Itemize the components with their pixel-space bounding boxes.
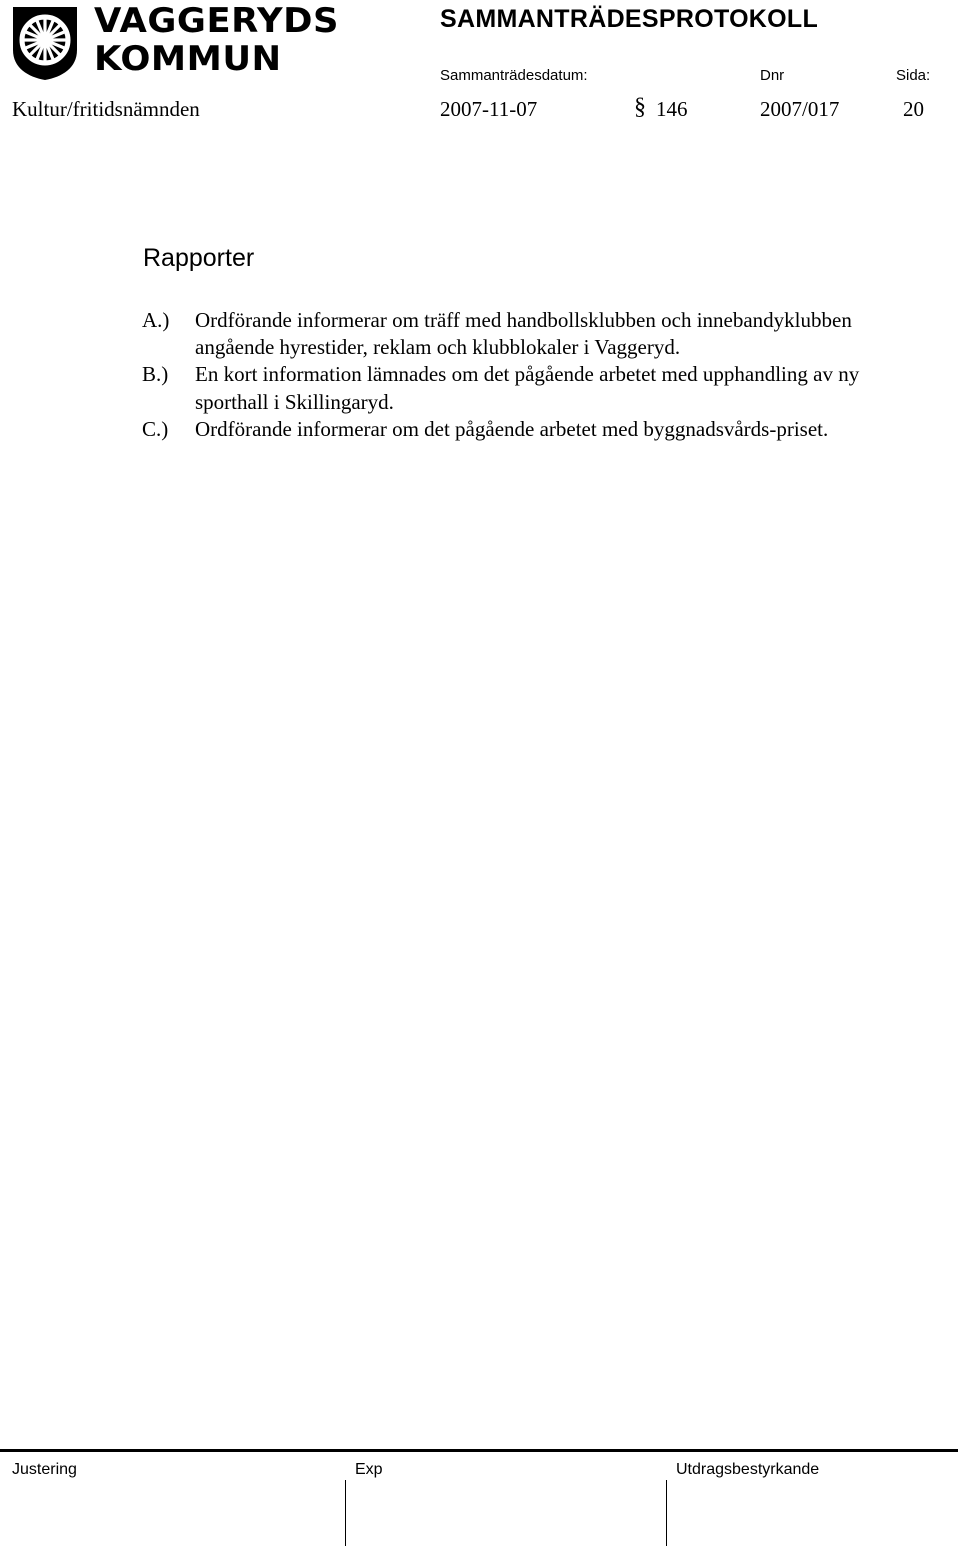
document-title: SAMMANTRÄDESPROTOKOLL: [440, 5, 819, 33]
page-number: 20: [903, 97, 924, 121]
footer-divider: [0, 1449, 958, 1452]
footer-utdragsbestyrkande-label: Utdragsbestyrkande: [676, 1461, 820, 1478]
page-label: Sida:: [896, 67, 931, 84]
report-item-text: Ordförande informerar om det pågående arbetet med byggnadsvårds-priset.: [195, 416, 829, 441]
report-item-b: [142, 361, 902, 415]
footer-column-separator: [666, 1480, 667, 1546]
report-item-text: Ordförande informerar om träff med handbollsklubben och innebandyklubben angående hyrestider, reklam och klubblokaler i Vaggeryd.: [195, 308, 852, 360]
section-heading: Rapporter: [143, 244, 255, 272]
dnr-number: 2007/017: [760, 97, 840, 121]
paragraph-mark: §: [634, 94, 646, 120]
logo-wordmark-line2: KOMMUN: [94, 39, 282, 79]
municipality-logo: [10, 1, 339, 84]
footer-column-separator: [345, 1480, 346, 1546]
report-item-marker: A.): [142, 308, 170, 332]
report-item-c: [142, 416, 902, 443]
footer-exp-label: Exp: [355, 1461, 383, 1478]
report-list: [142, 307, 902, 443]
meeting-date: 2007-11-07: [440, 97, 538, 121]
report-item-marker: C.): [142, 416, 169, 441]
paragraph-number: 146: [656, 97, 688, 121]
footer-justering-label: Justering: [12, 1461, 77, 1478]
committee-name: Kultur/fritidsnämnden: [12, 97, 200, 121]
wheel-crest-icon: [10, 4, 80, 82]
report-item-text: En kort information lämnades om det pågående arbetet med upphandling av ny sporthall i Skillingaryd.: [195, 362, 860, 414]
report-item-marker: B.): [142, 362, 169, 387]
meeting-date-label: Sammanträdesdatum:: [440, 67, 588, 84]
report-item-a: [142, 307, 902, 361]
logo-wordmark-line1: VAGGERYDS: [94, 1, 339, 41]
dnr-label: Dnr: [760, 67, 785, 84]
